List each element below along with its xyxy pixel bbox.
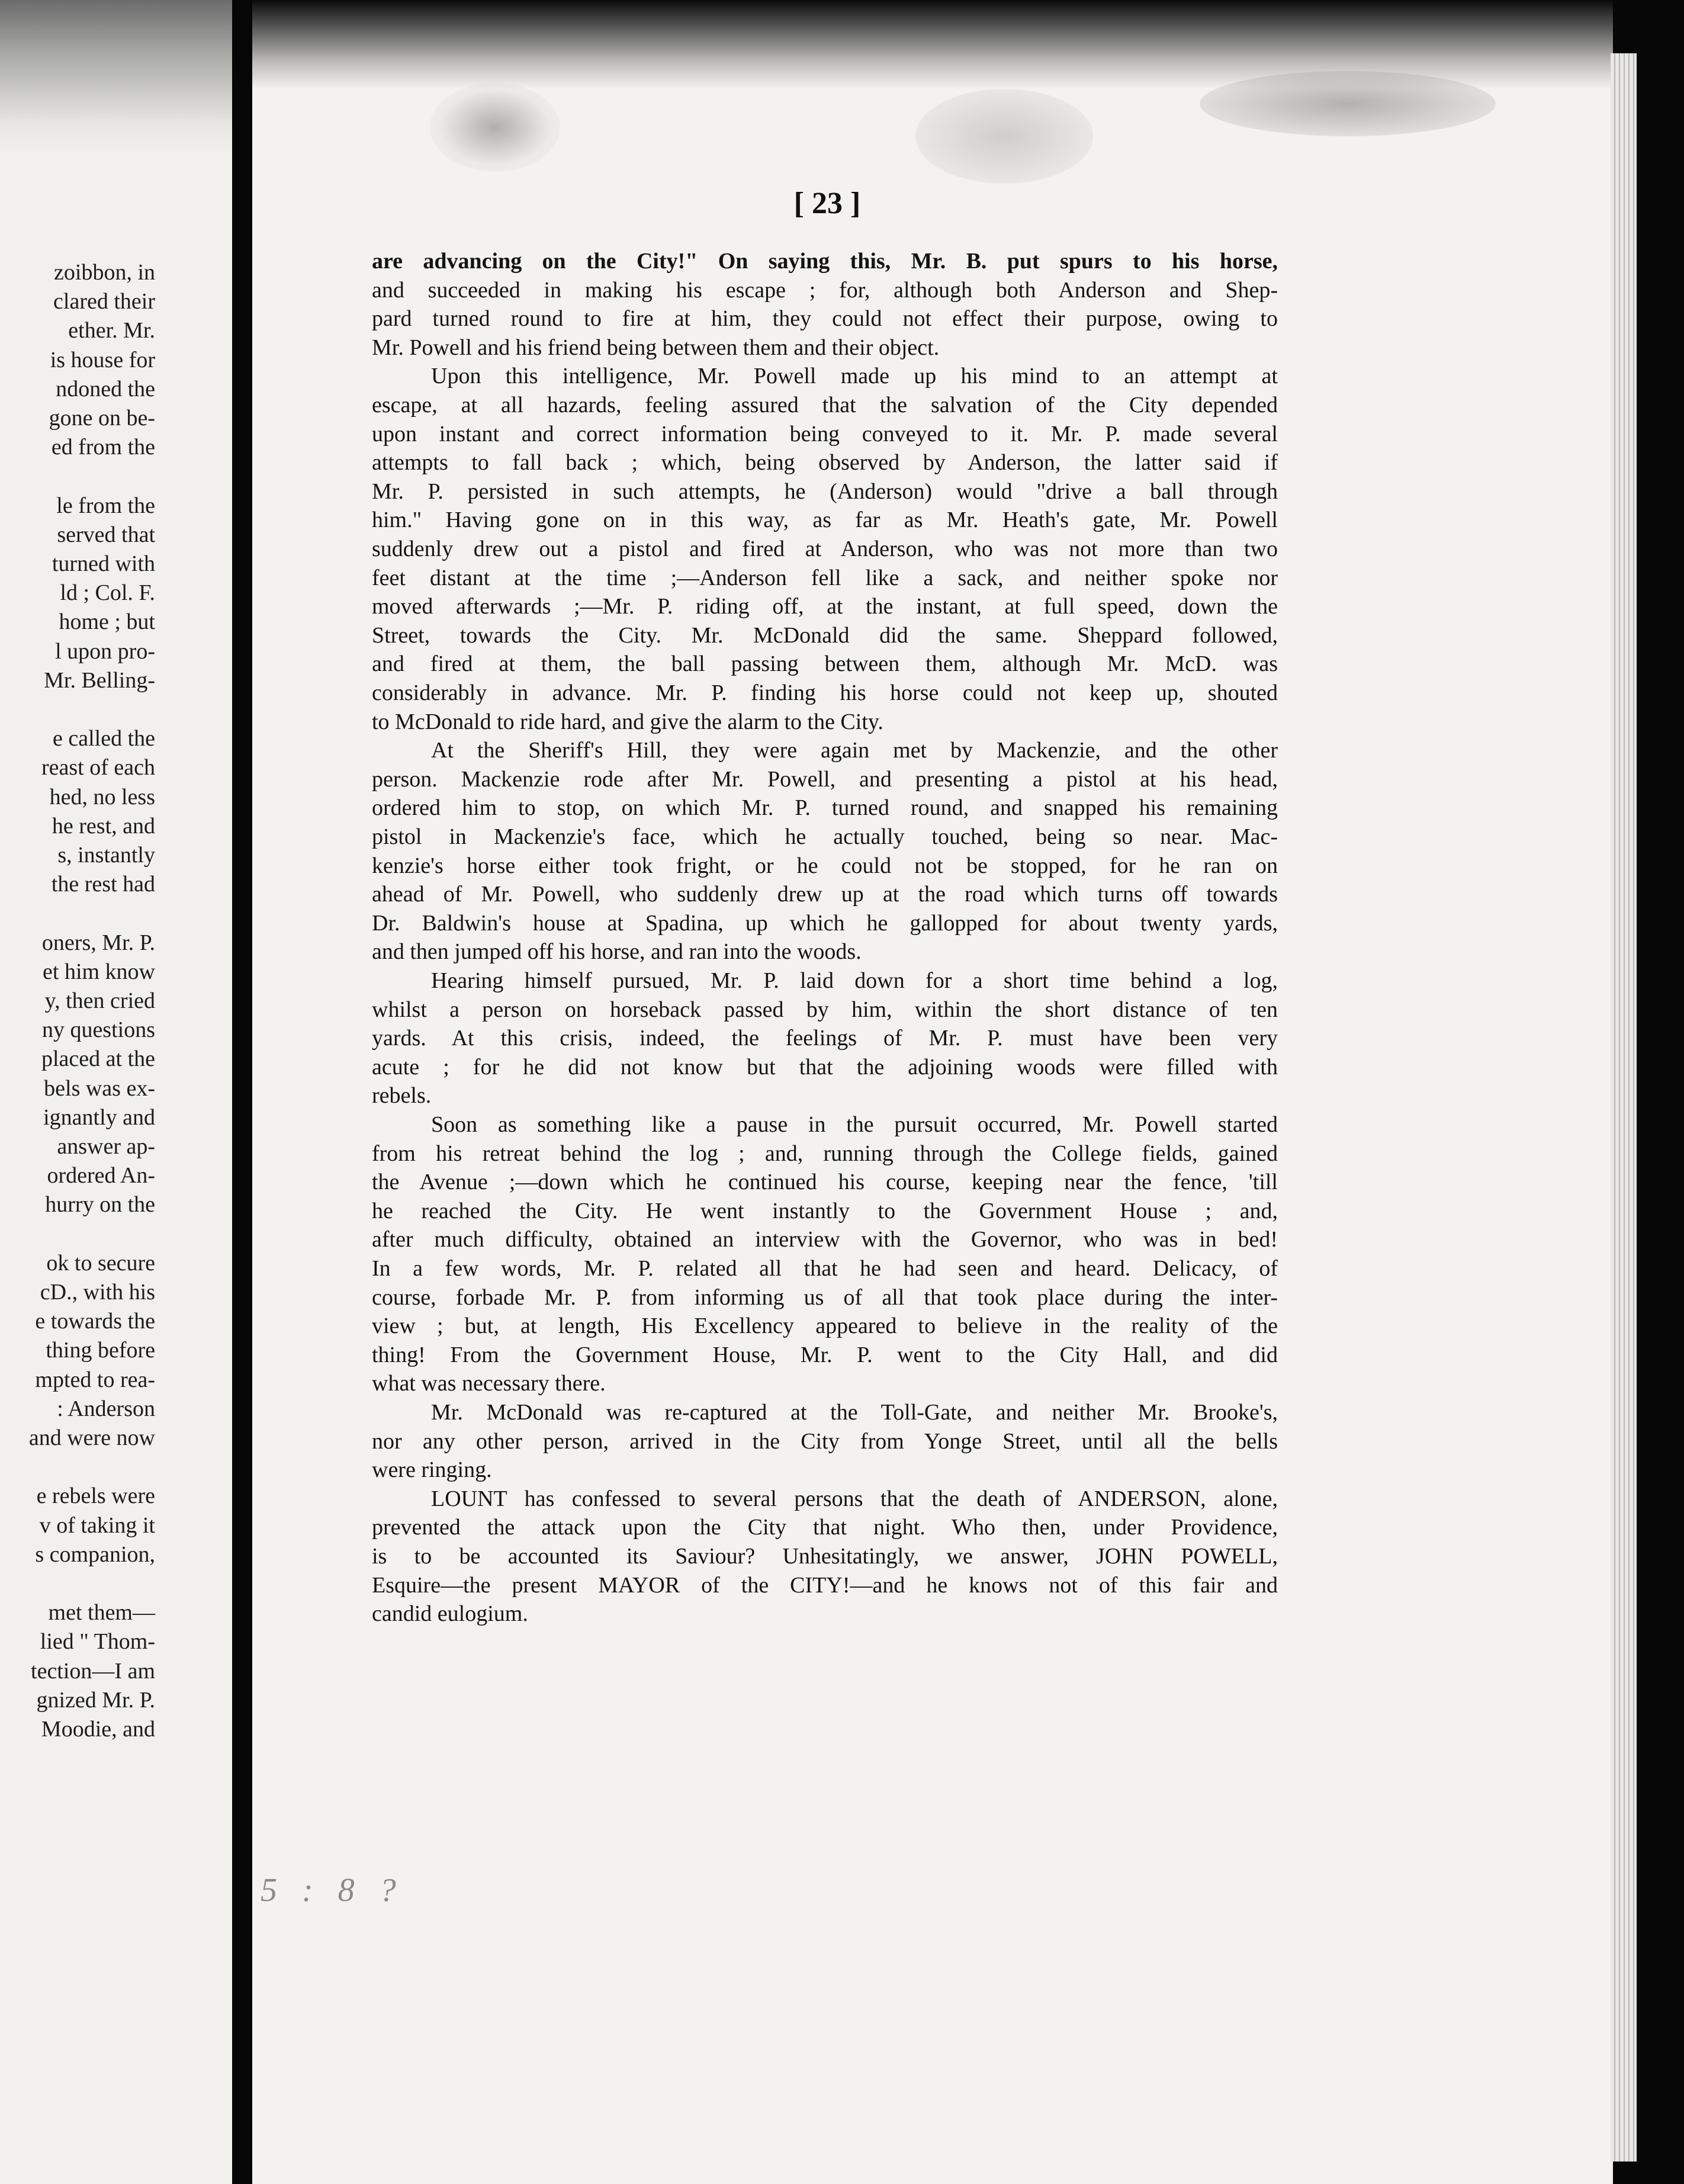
- left-page-line-text: gone on be-: [49, 406, 155, 431]
- body-text-line: the Avenue ;—down which he continued his course, keeping near the fence, 'till: [372, 1170, 1278, 1194]
- left-page-text-line: [0, 1366, 232, 1395]
- left-page-text-line: [0, 1336, 232, 1365]
- left-page-line-text: is house for: [50, 348, 155, 372]
- left-page-line-text: ignantly and: [43, 1105, 155, 1130]
- left-page-line-text: e rebels were: [36, 1483, 155, 1508]
- pencil-marginalia: 5 : 8 ?: [261, 1872, 404, 1909]
- left-page-text-line: [0, 1424, 232, 1453]
- left-page-text-line: [0, 1161, 232, 1190]
- left-page-line-text: turned with: [52, 551, 155, 576]
- left-page-text-line: [0, 1074, 232, 1103]
- left-page-line-text: et him know: [43, 959, 155, 984]
- left-page-line-text: Moodie, and: [41, 1717, 155, 1742]
- left-page-line-text: home ; but: [59, 609, 155, 634]
- body-text-line: Hearing himself pursued, Mr. P. laid down for a short time behind a log,: [431, 968, 1278, 993]
- body-text-line: Dr. Baldwin's house at Spadina, up which he gallopped for about twenty yards,: [372, 911, 1278, 936]
- left-page-text-line: [0, 987, 232, 1016]
- left-page-text-line: [0, 1249, 232, 1278]
- left-page-text-line: [0, 492, 232, 521]
- left-page-text-line: [0, 1715, 232, 1744]
- body-text-line: is to be accounted its Saviour? Unhesitatingly, we answer, JOHN POWELL,: [372, 1544, 1278, 1569]
- left-page-text-line: [0, 1395, 232, 1424]
- left-page-line-text: ed from the: [51, 435, 155, 460]
- body-text-line: and succeeded in making his escape ; for, although both Anderson and Shep-: [372, 278, 1278, 303]
- left-page-line-text: l upon pro-: [55, 639, 155, 664]
- left-page-line-text: tection—I am: [31, 1659, 155, 1684]
- body-text-line: suddenly drew out a pistol and fired at Anderson, who was not more than two: [372, 537, 1278, 561]
- body-text-line: pistol in Mackenzie's face, which he actually touched, being so near. Mac-: [372, 824, 1278, 849]
- left-page-text-line: [0, 462, 232, 491]
- left-page-text-line: [0, 666, 232, 695]
- left-page-text-line: [0, 1220, 232, 1249]
- left-page-line-text: lied " Thom-: [40, 1629, 155, 1654]
- water-stain: [1200, 71, 1496, 136]
- body-text-line: and then jumped off his horse, and ran into the woods.: [372, 939, 862, 964]
- left-page-text-line: [0, 1511, 232, 1540]
- page-stack-edge: [1611, 53, 1637, 2161]
- body-text-line: Mr. McDonald was re-captured at the Toll-Gate, and neither Mr. Brooke's,: [431, 1400, 1278, 1425]
- body-text-line: after much difficulty, obtained an interview with the Governor, who was in bed!: [372, 1227, 1278, 1252]
- left-page-text-line: [0, 1016, 232, 1045]
- left-page-line-text: ny questions: [41, 1017, 155, 1042]
- left-page-line-text: e towards the: [35, 1309, 155, 1334]
- left-page-line-text: gnized Mr. P.: [36, 1688, 155, 1713]
- body-text-line: Mr. Powell and his friend being between them and their object.: [372, 335, 940, 360]
- left-page-text-line: [0, 958, 232, 987]
- left-page-line-text: v of taking it: [39, 1513, 155, 1538]
- left-page-text-line: [0, 1657, 232, 1686]
- left-page-line-text: ordered An-: [47, 1163, 155, 1188]
- body-text-line: acute ; for he did not know but that the adjoining woods were filled with: [372, 1055, 1278, 1080]
- left-page-text-line: [0, 550, 232, 579]
- left-page-line-text: s, instantly: [57, 843, 155, 868]
- body-text-line: Mr. P. persisted in such attempts, he (Anderson) would "drive a ball through: [372, 479, 1278, 504]
- left-page-text-line: [0, 1598, 232, 1627]
- body-text-line: At the Sheriff's Hill, they were again met by Mackenzie, and the other: [431, 738, 1278, 763]
- left-page-text-line: [0, 1307, 232, 1336]
- body-text-line: ahead of Mr. Powell, who suddenly drew up at the road which turns off towards: [372, 882, 1278, 907]
- left-page-text-line: [0, 1482, 232, 1511]
- left-page-line-text: bels was ex-: [44, 1076, 155, 1101]
- left-page-text-line: [0, 1686, 232, 1715]
- left-page-line-text: met them—: [48, 1600, 155, 1625]
- body-text-line: course, forbade Mr. P. from informing us of all that took place during the inter-: [372, 1285, 1278, 1310]
- body-text-line: pard turned round to fire at him, they could not effect their purpose, owing to: [372, 306, 1278, 331]
- left-page-text-line: [0, 287, 232, 316]
- left-page-text-line: [0, 812, 232, 841]
- body-text-line: prevented the attack upon the City that night. Who then, under Providence,: [372, 1515, 1278, 1540]
- left-page-line-text: s companion,: [35, 1542, 155, 1567]
- left-page-text-line: [0, 608, 232, 637]
- left-page-text-line: [0, 316, 232, 345]
- left-page-text-line: [0, 258, 232, 287]
- body-text-line: are advancing on the City!" On saying this, Mr. B. put spurs to his horse,: [372, 249, 1278, 274]
- water-stain: [430, 83, 560, 172]
- water-stain: [915, 89, 1093, 184]
- body-text-line: Esquire—the present MAYOR of the CITY!—and he knows not of this fair and: [372, 1573, 1278, 1598]
- body-text-line: upon instant and correct information being conveyed to it. Mr. P. made several: [372, 422, 1278, 447]
- left-page-text-line: [0, 1190, 232, 1219]
- left-page-line-text: reast of each: [41, 755, 155, 780]
- left-page-line-text: y, then cried: [44, 988, 155, 1013]
- left-facing-page: [0, 0, 232, 2184]
- body-text-line: and fired at them, the ball passing between them, although Mr. McD. was: [372, 651, 1278, 676]
- body-text-line: thing! From the Government House, Mr. P. went to the City Hall, and did: [372, 1342, 1278, 1367]
- body-text-line: yards. At this crisis, indeed, the feelings of Mr. P. must have been very: [372, 1026, 1278, 1051]
- left-page-line-text: : Anderson: [57, 1396, 155, 1421]
- body-text-line: escape, at all hazards, feeling assured that the salvation of the City depended: [372, 393, 1278, 417]
- left-page-text-line: [0, 521, 232, 550]
- left-page-line-text: le from the: [56, 493, 155, 518]
- left-page-line-text: clared their: [53, 289, 155, 314]
- left-page-text-line: [0, 899, 232, 928]
- left-page-line-text: ld ; Col. F.: [60, 580, 155, 605]
- left-page-text-line: [0, 1278, 232, 1307]
- left-page-line-text: zoibbon, in: [54, 260, 155, 285]
- left-page-text-line: [0, 1103, 232, 1132]
- body-text-line: him." Having gone on in this way, as far as Mr. Heath's gate, Mr. Powell: [372, 508, 1278, 532]
- body-text-line: feet distant at the time ;—Anderson fell like a sack, and neither spoke nor: [372, 566, 1278, 590]
- left-page-text-line: [0, 579, 232, 608]
- left-page-text-line: [0, 841, 232, 870]
- left-page-text-line: [0, 783, 232, 812]
- left-page-line-text: hurry on the: [45, 1192, 155, 1217]
- left-page-text-line: [0, 929, 232, 958]
- left-page-text-line: [0, 346, 232, 375]
- left-page-text-line: [0, 375, 232, 404]
- left-page-line-text: served that: [57, 522, 155, 547]
- left-page-top-stain: [0, 0, 232, 154]
- body-text-line: were ringing.: [372, 1457, 492, 1482]
- left-page-line-text: mpted to rea-: [35, 1367, 155, 1392]
- left-page-line-text: he rest, and: [52, 814, 155, 839]
- body-text-line: Soon as something like a pause in the pursuit occurred, Mr. Powell started: [431, 1112, 1278, 1137]
- left-page-line-text: Mr. Belling-: [44, 668, 155, 693]
- book-gutter: [232, 0, 252, 2184]
- left-page-line-text: ether. Mr.: [68, 318, 155, 343]
- body-text-line: person. Mackenzie rode after Mr. Powell, and presenting a pistol at his head,: [372, 767, 1278, 792]
- left-page-text-line: [0, 724, 232, 753]
- body-text-line: LOUNT has confessed to several persons that the death of ANDERSON, alone,: [431, 1486, 1278, 1511]
- body-text-line: Street, towards the City. Mr. McDonald did the same. Sheppard followed,: [372, 623, 1278, 648]
- body-text-line: Upon this intelligence, Mr. Powell made up his mind to an attempt at: [431, 364, 1278, 388]
- left-page-line-text: cD., with his: [40, 1280, 155, 1305]
- body-text-line: considerably in advance. Mr. P. finding his horse could not keep up, shouted: [372, 680, 1278, 705]
- left-page-line-text: hed, no less: [49, 785, 155, 810]
- left-page-text-line: [0, 1569, 232, 1598]
- body-text-line: In a few words, Mr. P. related all that he had seen and heard. Delicacy, of: [372, 1256, 1278, 1281]
- left-page-text-line: [0, 1132, 232, 1161]
- body-text-line: to McDonald to ride hard, and give the alarm to the City.: [372, 709, 883, 734]
- left-page-line-text: the rest had: [51, 872, 155, 897]
- left-page-line-text: oners, Mr. P.: [41, 930, 155, 955]
- body-text-line: candid eulogium.: [372, 1601, 528, 1626]
- body-text-line: moved afterwards ;—Mr. P. riding off, at the instant, at full speed, down the: [372, 594, 1278, 619]
- left-page-text-line: [0, 404, 232, 433]
- body-text-line: view ; but, at length, His Excellency appeared to believe in the reality of the: [372, 1313, 1278, 1338]
- body-text-line: from his retreat behind the log ; and, running through the College fields, gained: [372, 1141, 1278, 1166]
- left-page-text-line: [0, 1627, 232, 1656]
- left-page-line-text: answer ap-: [57, 1134, 155, 1159]
- body-text-line: rebels.: [372, 1083, 432, 1108]
- left-page-line-text: ok to secure: [46, 1251, 155, 1276]
- body-text-line: what was necessary there.: [372, 1371, 606, 1396]
- left-page-text-line: [0, 695, 232, 724]
- body-text-line: whilst a person on horseback passed by him, within the short distance of ten: [372, 997, 1278, 1022]
- body-text-line: he reached the City. He went instantly to the Government House ; and,: [372, 1199, 1278, 1223]
- left-page-line-text: thing before: [46, 1338, 155, 1363]
- left-page-line-text: ndoned the: [56, 377, 155, 402]
- body-text-line: kenzie's horse either took fright, or he could not be stopped, for he ran on: [372, 853, 1278, 878]
- left-page-text-line: [0, 870, 232, 899]
- body-text-line: attempts to fall back ; which, being observed by Anderson, the latter said if: [372, 450, 1278, 475]
- left-page-line-text: and were now: [28, 1425, 155, 1450]
- page-number: [ 23 ]: [793, 187, 861, 220]
- left-page-text-line: [0, 753, 232, 782]
- left-page-text-line: [0, 637, 232, 666]
- body-text-line: nor any other person, arrived in the City from Yonge Street, until all the bells: [372, 1429, 1278, 1454]
- left-page-line-text: e called the: [52, 726, 155, 751]
- body-text-line: ordered him to stop, on which Mr. P. turned round, and snapped his remaining: [372, 795, 1278, 820]
- left-page-line-text: placed at the: [41, 1046, 155, 1071]
- left-page-text-line: [0, 1540, 232, 1569]
- left-page-text-line: [0, 1045, 232, 1074]
- left-page-text-line: [0, 1453, 232, 1482]
- left-page-text-line: [0, 433, 232, 462]
